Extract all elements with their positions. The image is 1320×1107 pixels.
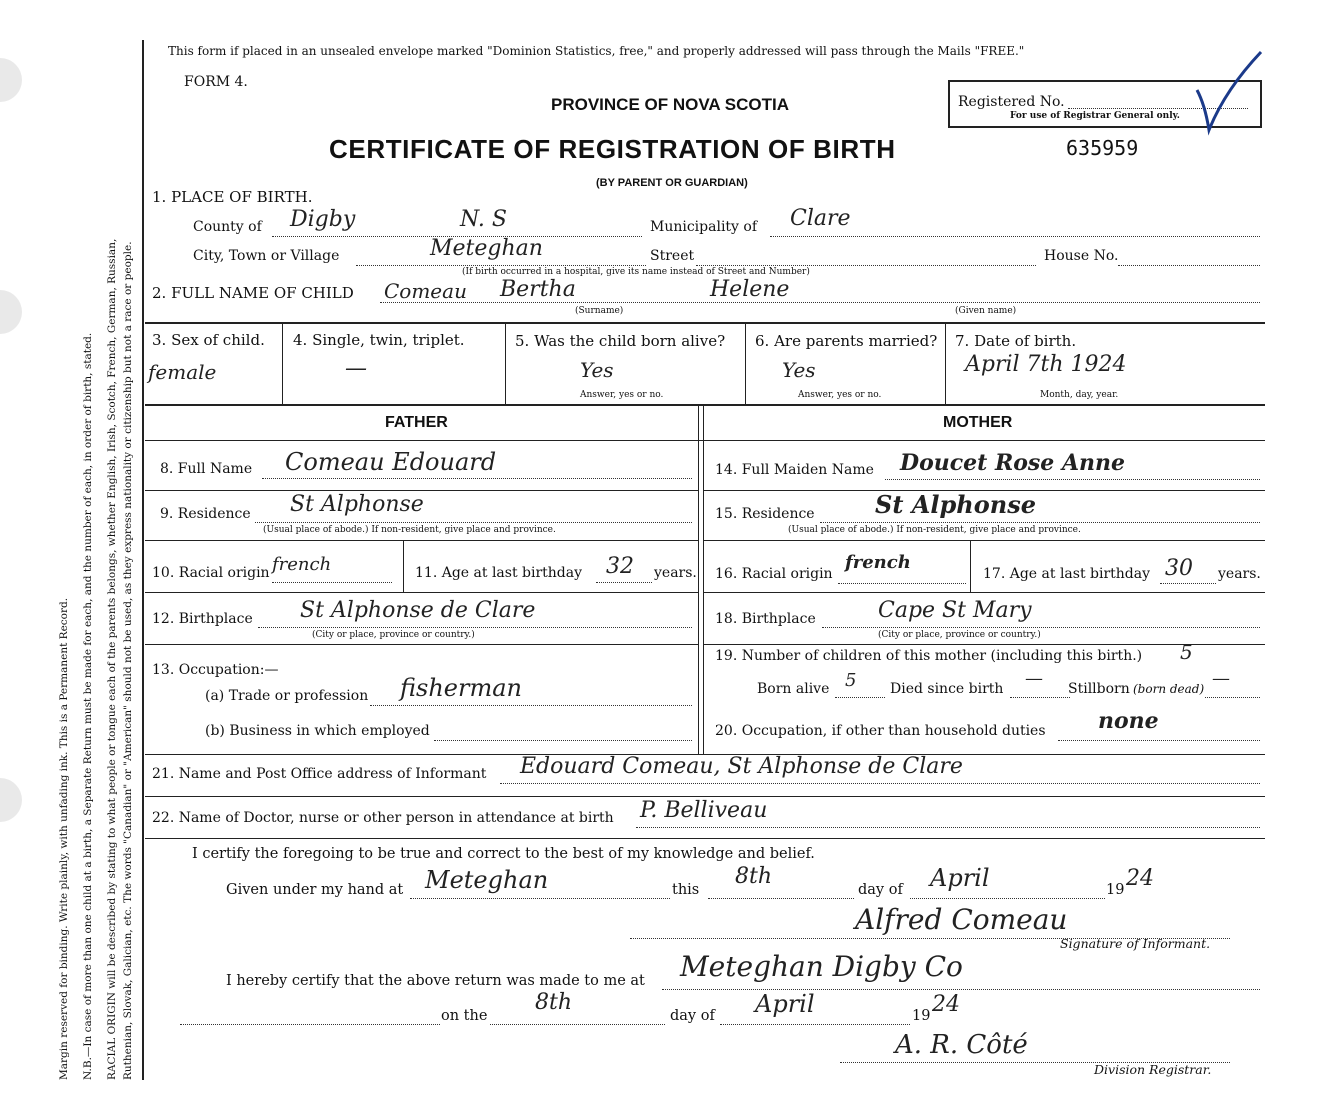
- mother-birthplace-line: [822, 627, 1260, 628]
- doctor-value: P. Belliveau: [640, 798, 768, 823]
- county-label: County of: [193, 219, 262, 235]
- mother-heading: MOTHER: [943, 414, 1013, 431]
- province-abbrev-value: N. S: [460, 207, 507, 232]
- margin-note-2: N.B.—In case of more than one child at a birth, a Separate Return must be made for each, and the number of each, in order of birth, stated.: [82, 332, 94, 1080]
- father-residence-value: St Alphonse: [290, 492, 424, 517]
- given-year-value: 24: [1126, 866, 1154, 891]
- child-given-value-1: Bertha: [500, 277, 576, 302]
- mother-name-value: Doucet Rose Anne: [900, 450, 1126, 476]
- mother-racial-value: french: [845, 552, 911, 573]
- parents-head-rule: [145, 440, 1265, 441]
- place-of-birth-heading: 1. PLACE OF BIRTH.: [152, 188, 313, 206]
- mother-residence-value: St Alphonse: [875, 490, 1036, 519]
- father-racial-value: french: [272, 554, 332, 575]
- doctor-top-rule: [145, 796, 1265, 797]
- registrar-use-note: For use of Registrar General only.: [1010, 111, 1180, 121]
- father-residence-caption: (Usual place of abode.) If non-resident, give place and province.: [263, 525, 556, 535]
- born-alive-count-label: Born alive: [757, 681, 830, 697]
- surname-caption: (Surname): [575, 306, 624, 316]
- given-month-line: [910, 898, 1105, 899]
- certificate-title: CERTIFICATE OF REGISTRATION OF BIRTH: [329, 134, 896, 164]
- sex-label: 3. Sex of child.: [152, 331, 265, 349]
- given-place-line: [410, 898, 670, 899]
- doctor-label: 22. Name of Doctor, nurse or other person in attendance at birth: [152, 810, 614, 826]
- form-number: FORM 4.: [184, 74, 248, 90]
- year-prefix: 19: [1106, 882, 1125, 898]
- mother-age-label: 17. Age at last birthday: [983, 566, 1151, 582]
- father-name-line: [262, 478, 692, 479]
- father-trade-label: (a) Trade or profession: [205, 688, 369, 704]
- father-business-line: [434, 740, 692, 741]
- municipality-value: Clare: [790, 206, 851, 231]
- born-alive-caption: Answer, yes or no.: [580, 390, 664, 400]
- born-alive-value: Yes: [580, 358, 614, 382]
- certify-top-rule: [145, 838, 1265, 839]
- born-alive-count-line: [835, 697, 885, 698]
- margin-note-4: Ruthenian, Slovak, Galician, etc. The words "Canadian" or "American" should not be used, as they express nationality or citizenship but not a race or people.: [122, 241, 134, 1080]
- registrar-caption: Division Registrar.: [1094, 1062, 1212, 1077]
- sex-value: female: [148, 360, 217, 384]
- dob-value: April 7th 1924: [965, 352, 1127, 377]
- street-label: Street: [650, 248, 695, 264]
- mother-age-line: [1160, 583, 1216, 584]
- father-age-label: 11. Age at last birthday: [415, 565, 583, 581]
- reg-day-value: 8th: [535, 990, 573, 1015]
- reg-month-line: [720, 1024, 910, 1025]
- father-age-divider: [403, 540, 404, 592]
- this-label: this: [672, 882, 700, 898]
- city-label: City, Town or Village: [193, 248, 340, 264]
- on-the-label: on the: [441, 1008, 488, 1024]
- dob-caption: Month, day, year.: [1040, 390, 1119, 400]
- subtitle: (BY PARENT OR GUARDIAN): [596, 177, 748, 189]
- mother-age-value: 30: [1165, 556, 1193, 581]
- father-trade-line: [370, 705, 692, 706]
- check-mark-icon: [1195, 50, 1265, 140]
- mother-rule-2: [703, 540, 1265, 541]
- father-rule-3: [145, 592, 698, 593]
- county-value: Digby: [290, 207, 356, 232]
- doctor-line: [636, 827, 1260, 828]
- father-rule-2: [145, 540, 698, 541]
- mother-children-value: 5: [1180, 640, 1193, 664]
- father-age-value: 32: [606, 554, 634, 579]
- reg-year-prefix: 19: [912, 1008, 931, 1024]
- reg-day-line: [490, 1024, 665, 1025]
- mother-residence-line: [820, 522, 1260, 523]
- child-surname-value: Comeau: [384, 279, 467, 303]
- child-name-line: [380, 302, 1260, 303]
- province-heading: PROVINCE OF NOVA SCOTIA: [551, 95, 790, 114]
- died-since-birth-value: —: [1025, 668, 1043, 689]
- parents-married-label: 6. Are parents married?: [755, 332, 938, 350]
- father-birthplace-label: 12. Birthplace: [152, 611, 253, 627]
- mother-occupation-label: 20. Occupation, if other than household duties: [715, 723, 1046, 739]
- informant-signature-caption: Signature of Informant.: [1060, 936, 1211, 951]
- reg-month-value: April: [755, 990, 815, 1018]
- informant-signature: Alfred Comeau: [855, 903, 1068, 936]
- registered-no-label: Registered No.: [958, 94, 1065, 110]
- father-heading: FATHER: [385, 414, 448, 431]
- day-of-label: day of: [858, 882, 903, 898]
- father-residence-line: [255, 522, 692, 523]
- municipality-line: [770, 236, 1260, 237]
- parents-married-caption: Answer, yes or no.: [798, 390, 882, 400]
- row3-divider-3: [745, 322, 746, 404]
- father-rule-1: [145, 490, 698, 491]
- father-occupation-label: 13. Occupation:—: [152, 662, 279, 678]
- reg-day-of-label: day of: [670, 1008, 715, 1024]
- certify-statement: I certify the foregoing to be true and correct to the best of my knowledge and belief.: [192, 846, 815, 862]
- mother-birthplace-label: 18. Birthplace: [715, 611, 816, 627]
- city-value: Meteghan: [430, 236, 543, 261]
- father-age-unit: years.: [654, 565, 697, 581]
- dob-label: 7. Date of birth.: [955, 332, 1077, 350]
- mother-age-unit: years.: [1218, 566, 1261, 582]
- row3-divider-4: [945, 322, 946, 404]
- registrar-statement: I hereby certify that the above return was made to me at: [226, 973, 645, 989]
- registrar-place-value: Meteghan Digby Co: [680, 950, 963, 983]
- father-birthplace-line: [258, 627, 692, 628]
- hospital-note: (If birth occurred in a hospital, give its name instead of Street and Number): [462, 267, 810, 277]
- given-place-value: Meteghan: [425, 866, 549, 894]
- house-no-label: House No.: [1044, 248, 1119, 264]
- mother-name-label: 14. Full Maiden Name: [715, 462, 874, 478]
- single-twin-label: 4. Single, twin, triplet.: [293, 331, 465, 349]
- mother-racial-line: [838, 583, 966, 584]
- stillborn-value: —: [1212, 668, 1230, 689]
- father-racial-label: 10. Racial origin: [152, 565, 270, 581]
- registration-number: 635959: [1066, 136, 1139, 160]
- informant-value: Edouard Comeau, St Alphonse de Clare: [520, 754, 963, 779]
- margin-rule: [142, 40, 144, 1080]
- punch-hole-bottom: [0, 778, 22, 822]
- given-day-line: [708, 898, 854, 899]
- mother-residence-caption: (Usual place of abode.) If non-resident, give place and province.: [788, 525, 1081, 535]
- mother-age-divider: [970, 540, 971, 592]
- mother-rule-3: [703, 592, 1265, 593]
- mother-occupation-line: [1058, 740, 1260, 741]
- father-residence-label: 9. Residence: [160, 506, 251, 522]
- given-day-value: 8th: [735, 864, 773, 889]
- stillborn-line: [1205, 697, 1260, 698]
- mother-occupation-value: none: [1098, 708, 1159, 734]
- row3-divider-2: [505, 322, 506, 404]
- mother-residence-label: 15. Residence: [715, 506, 815, 522]
- informant-label: 21. Name and Post Office address of Informant: [152, 766, 487, 782]
- given-month-value: April: [930, 864, 990, 892]
- mother-birthplace-value: Cape St Mary: [878, 598, 1032, 623]
- mother-children-label: 19. Number of children of this mother (including this birth.): [715, 648, 1143, 664]
- father-rule-4: [145, 644, 698, 645]
- parents-married-value: Yes: [782, 358, 816, 382]
- parents-divider: [698, 404, 699, 754]
- margin-note-1: Margin reserved for binding. Write plainly, with unfading ink. This is a Permanent Record.: [58, 597, 70, 1080]
- died-since-birth-label: Died since birth: [890, 681, 1004, 697]
- mother-racial-label: 16. Racial origin: [715, 566, 833, 582]
- row3-bottom-rule: [145, 404, 1265, 406]
- registrar-place-line: [662, 989, 1260, 990]
- street-line: [696, 265, 1036, 266]
- father-name-label: 8. Full Name: [160, 461, 253, 477]
- given-name-caption: (Given name): [955, 306, 1017, 316]
- child-name-label: 2. FULL NAME OF CHILD: [152, 284, 354, 302]
- parents-divider-2: [703, 404, 704, 754]
- informant-line: [500, 783, 1260, 784]
- registrar-signature: A. R. Côté: [895, 1030, 1028, 1060]
- punch-hole-middle: [0, 290, 22, 334]
- father-birthplace-caption: (City or place, province or country.): [312, 630, 475, 640]
- child-given-value-2: Helene: [710, 277, 790, 302]
- father-name-value: Comeau Edouard: [285, 448, 497, 476]
- born-alive-count-value: 5: [845, 670, 857, 691]
- father-birthplace-value: St Alphonse de Clare: [300, 598, 536, 623]
- father-business-label: (b) Business in which employed: [205, 723, 430, 739]
- mother-name-line: [885, 479, 1260, 480]
- given-under-label: Given under my hand at: [226, 882, 404, 898]
- punch-hole-top: [0, 58, 22, 102]
- city-line: [356, 265, 646, 266]
- stillborn-label: Stillborn: [1068, 681, 1130, 697]
- municipality-label: Municipality of: [650, 219, 758, 235]
- died-since-birth-line: [1010, 697, 1070, 698]
- house-line: [1118, 265, 1260, 266]
- row3-divider-1: [282, 322, 283, 404]
- father-racial-line: [272, 582, 392, 583]
- single-twin-value: —: [345, 356, 367, 381]
- mother-birthplace-caption: (City or place, province or country.): [878, 630, 1041, 640]
- row3-top-rule: [145, 322, 1265, 324]
- reg-year-value: 24: [932, 992, 960, 1017]
- margin-note-3: RACIAL ORIGIN will be described by stating to what people or tongue each of the parents belongs, whether English, Irish, Scotch, French, German, Russian,: [106, 238, 118, 1080]
- father-trade-value: fisherman: [400, 674, 522, 702]
- stillborn-note: (born dead): [1133, 682, 1205, 696]
- father-age-line: [596, 582, 652, 583]
- top-notice: This form if placed in an unsealed envelope marked "Dominion Statistics, free," and properly addressed will pass through the Mails "FREE.": [168, 44, 1025, 58]
- registrar-lead-line: [180, 1024, 440, 1025]
- born-alive-label: 5. Was the child born alive?: [515, 332, 726, 350]
